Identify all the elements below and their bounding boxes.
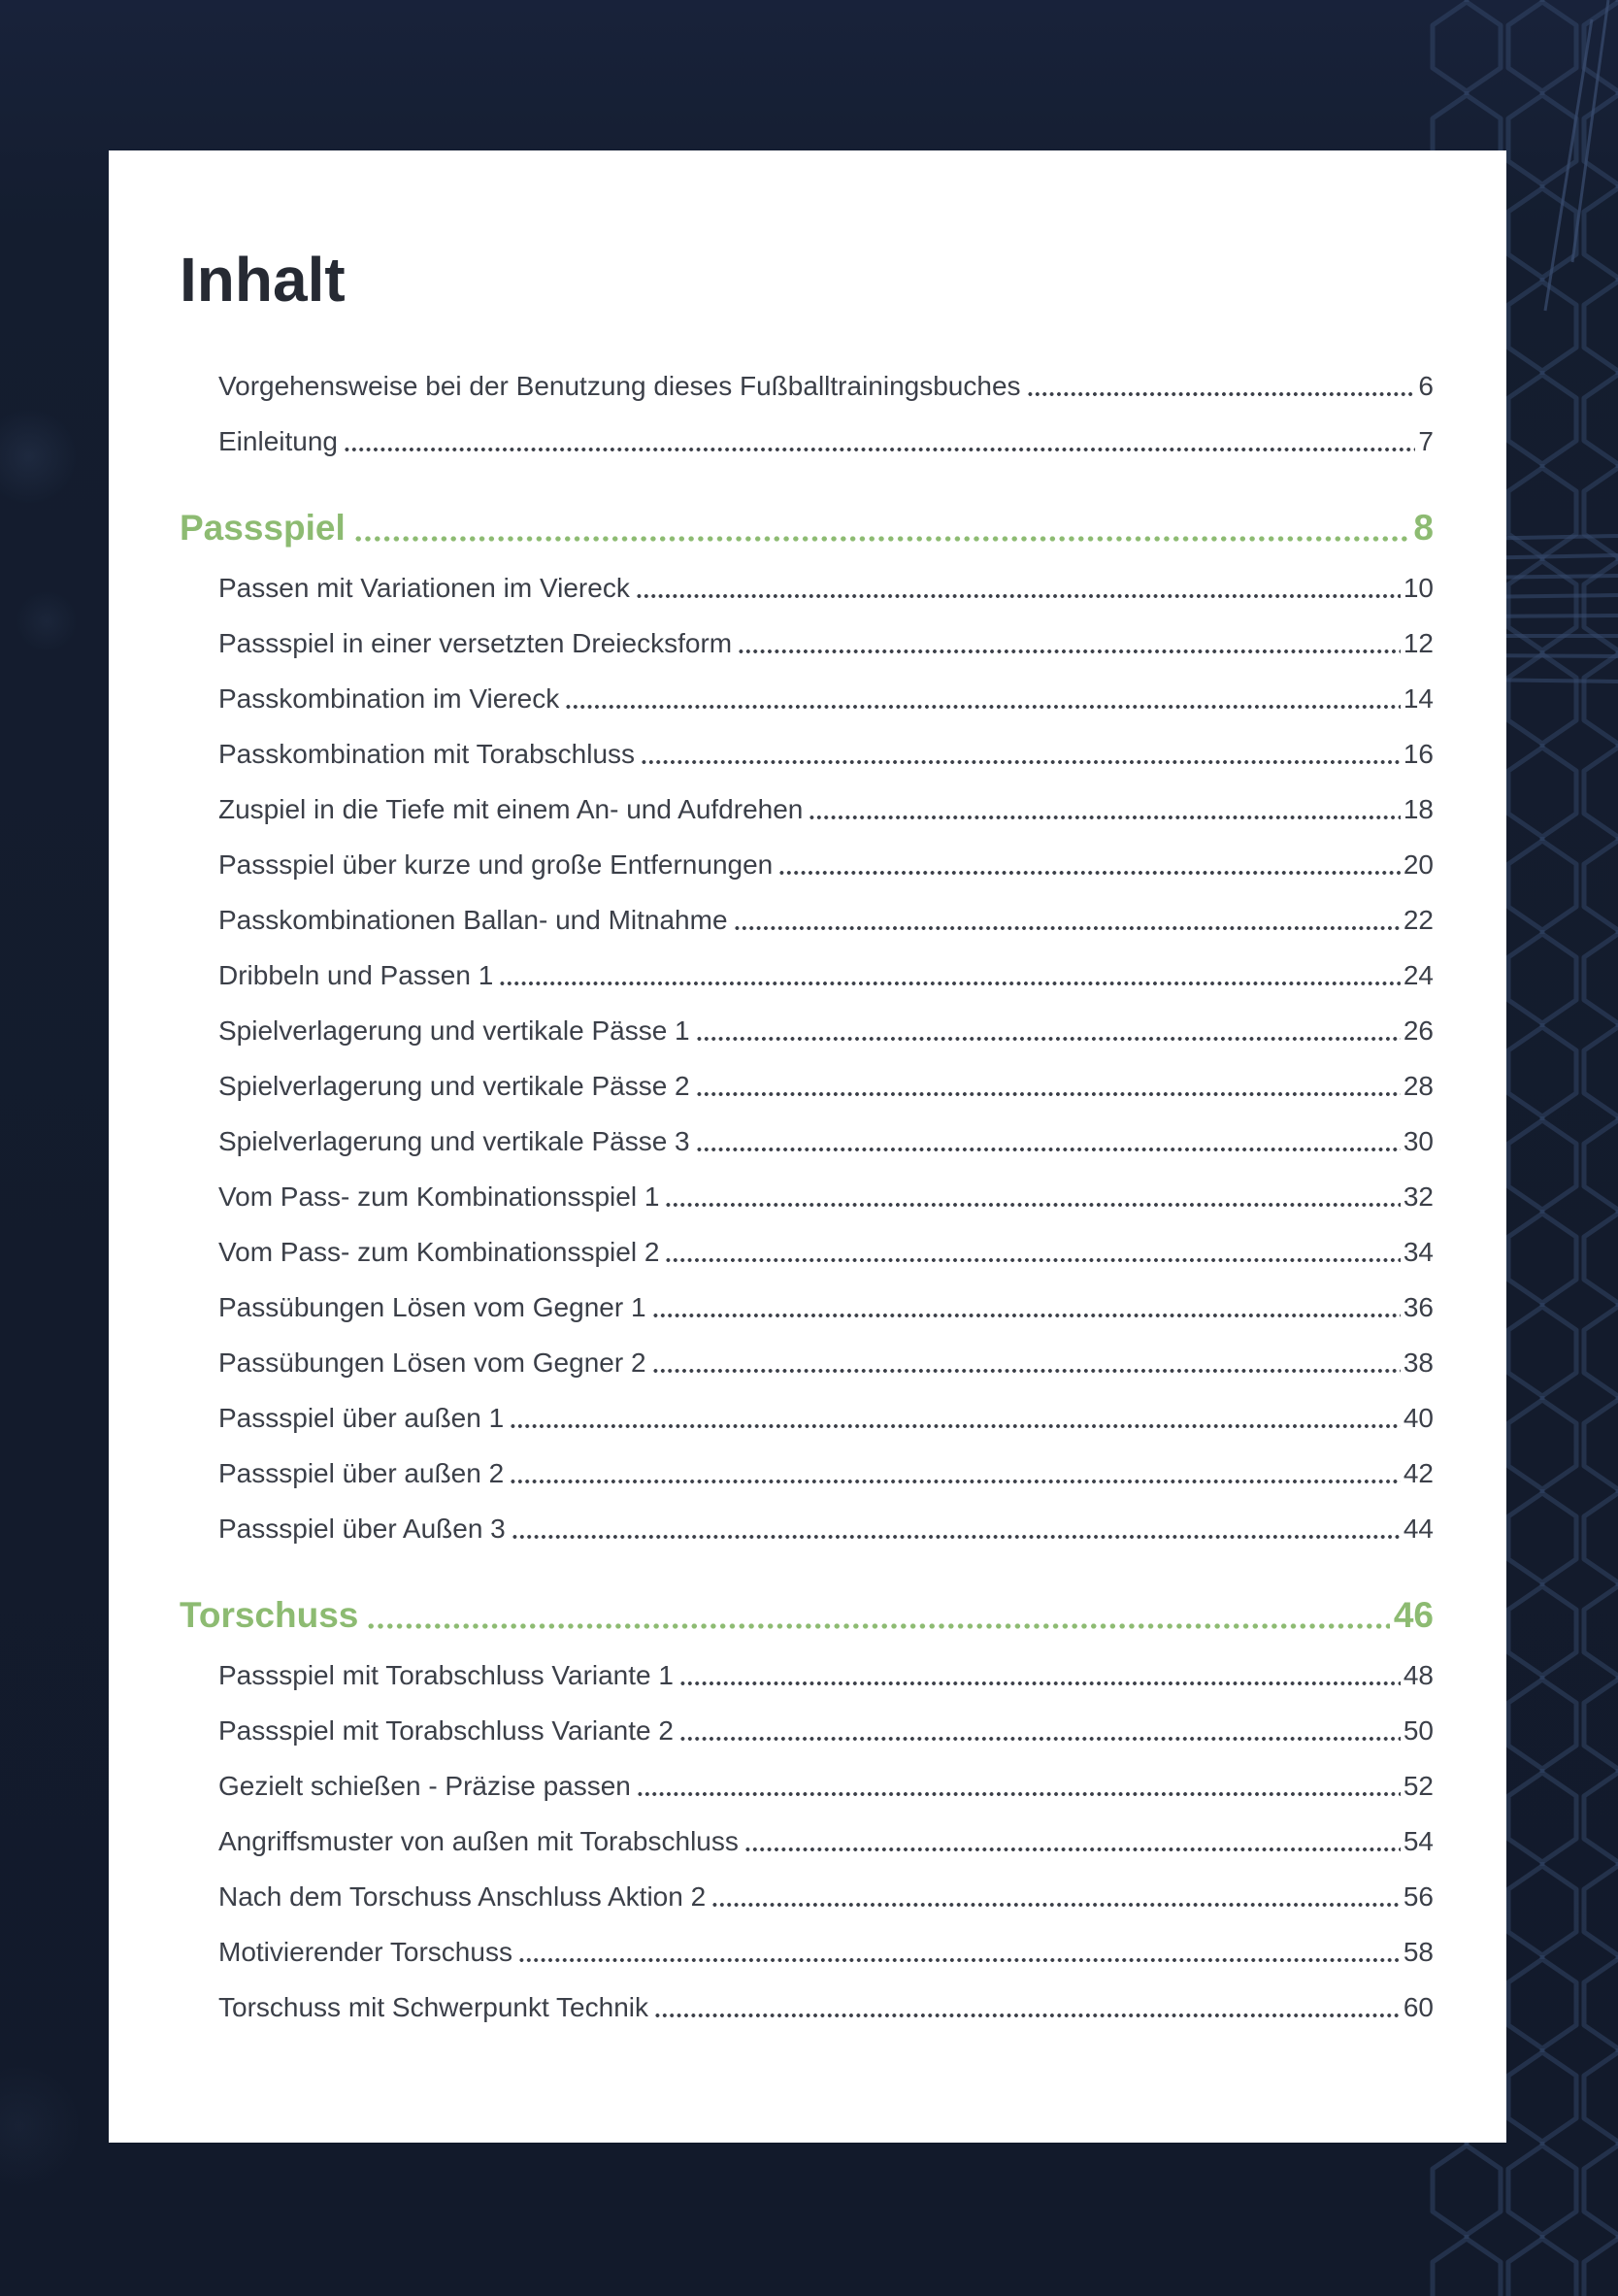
dot-leader xyxy=(368,1622,1389,1630)
dot-leader xyxy=(655,2013,1401,2018)
toc-entry-page-number: 52 xyxy=(1403,1771,1434,1802)
toc-entry-page-number: 24 xyxy=(1403,960,1434,991)
toc-entry xyxy=(180,1222,1434,1278)
toc-list xyxy=(180,356,1434,2033)
toc-entry xyxy=(180,1167,1434,1222)
toc-section-title: Torschuss xyxy=(180,1595,359,1636)
toc-entry xyxy=(180,1756,1434,1812)
toc-entry-page-number: 20 xyxy=(1403,849,1434,881)
toc-entry-page-number: 10 xyxy=(1403,573,1434,604)
toc-entry xyxy=(180,412,1434,467)
toc-entry-page-number: 32 xyxy=(1403,1181,1434,1213)
toc-entry-label: Vom Pass- zum Kombinationsspiel 2 xyxy=(218,1237,660,1268)
toc-entry-page-number: 34 xyxy=(1403,1237,1434,1268)
dot-leader xyxy=(680,1736,1401,1742)
page-title: Inhalt xyxy=(180,245,346,315)
toc-entry-label: Passspiel mit Torabschluss Variante 2 xyxy=(218,1715,674,1747)
toc-entry-label: Dribbeln und Passen 1 xyxy=(218,960,494,991)
dot-leader xyxy=(745,1847,1401,1852)
toc-entry-label: Motivierender Torschuss xyxy=(218,1937,512,1968)
toc-entry xyxy=(180,890,1434,946)
toc-entry-label: Passkombination im Viereck xyxy=(218,683,560,715)
toc-entry-page-number: 58 xyxy=(1403,1937,1434,1968)
toc-entry-label: Vom Pass- zum Kombinationsspiel 1 xyxy=(218,1181,660,1213)
dot-leader xyxy=(809,815,1400,820)
toc-entry xyxy=(180,356,1434,412)
toc-entry-page-number: 22 xyxy=(1403,905,1434,936)
dot-leader xyxy=(697,1036,1401,1042)
toc-entry-page-number: 50 xyxy=(1403,1715,1434,1747)
toc-entry-page-number: 60 xyxy=(1403,1992,1434,2023)
toc-entry-label: Spielverlagerung und vertikale Pässe 3 xyxy=(218,1126,690,1157)
toc-entry-page-number: 14 xyxy=(1403,683,1434,715)
toc-entry xyxy=(180,1701,1434,1756)
toc-entry-page-number: 18 xyxy=(1403,794,1434,825)
toc-entry xyxy=(180,946,1434,1001)
toc-entry xyxy=(180,1278,1434,1333)
toc-entry-label: Passspiel über kurze und große Entfernungen xyxy=(218,849,774,881)
toc-entry-page-number: 40 xyxy=(1403,1403,1434,1434)
dot-leader xyxy=(666,1202,1400,1208)
dot-leader xyxy=(739,649,1401,654)
toc-entry-page-number: 12 xyxy=(1403,628,1434,659)
toc-entry xyxy=(180,835,1434,890)
dot-leader xyxy=(680,1680,1401,1686)
dot-leader xyxy=(653,1368,1401,1374)
toc-entry xyxy=(180,1001,1434,1056)
toc-entry xyxy=(180,1056,1434,1112)
dot-leader xyxy=(511,1479,1401,1484)
dot-leader xyxy=(779,870,1401,876)
toc-entry-page-number: 38 xyxy=(1403,1348,1434,1379)
toc-entry xyxy=(180,1112,1434,1167)
toc-entry-label: Passspiel in einer versetzten Dreiecksform xyxy=(218,628,733,659)
toc-entry xyxy=(180,1978,1434,2033)
toc-entry-label: Zuspiel in die Tiefe mit einem An- und Aufdrehen xyxy=(218,794,804,825)
toc-section-header xyxy=(180,496,1434,558)
toc-entry xyxy=(180,1444,1434,1499)
dot-leader xyxy=(666,1257,1400,1263)
toc-entry-page-number: 42 xyxy=(1403,1458,1434,1489)
dot-leader xyxy=(642,759,1401,765)
toc-entry-page-number: 28 xyxy=(1403,1071,1434,1102)
toc-section-page-number: 8 xyxy=(1413,508,1434,549)
toc-entry-label: Passen mit Variationen im Viereck xyxy=(218,573,630,604)
toc-entry xyxy=(180,558,1434,614)
toc-section-title: Passspiel xyxy=(180,508,346,549)
dot-leader xyxy=(638,1791,1401,1797)
toc-entry xyxy=(180,1812,1434,1867)
dot-leader xyxy=(1028,391,1416,397)
toc-entry-label: Passkombinationen Ballan- und Mitnahme xyxy=(218,905,728,936)
toc-entry-label: Spielverlagerung und vertikale Pässe 2 xyxy=(218,1071,690,1102)
toc-page xyxy=(109,150,1506,2143)
toc-entry-label: Torschuss mit Schwerpunkt Technik xyxy=(218,1992,648,2023)
dot-leader xyxy=(519,1957,1401,1963)
toc-entry xyxy=(180,724,1434,780)
dot-leader xyxy=(345,447,1415,452)
toc-entry-page-number: 6 xyxy=(1418,371,1434,402)
toc-entry-label: Passkombination mit Torabschluss xyxy=(218,739,636,770)
dot-leader xyxy=(500,981,1401,986)
toc-entry-label: Passübungen Lösen vom Gegner 1 xyxy=(218,1292,646,1323)
toc-entry-page-number: 30 xyxy=(1403,1126,1434,1157)
toc-entry-page-number: 48 xyxy=(1403,1660,1434,1691)
dot-leader xyxy=(735,925,1401,931)
dot-leader xyxy=(355,535,1410,543)
toc-entry-label: Passspiel über außen 1 xyxy=(218,1403,505,1434)
toc-entry-page-number: 36 xyxy=(1403,1292,1434,1323)
toc-entry xyxy=(180,1867,1434,1922)
toc-entry-label: Passspiel mit Torabschluss Variante 1 xyxy=(218,1660,674,1691)
dot-leader xyxy=(512,1534,1401,1540)
toc-entry xyxy=(180,1333,1434,1388)
toc-entry-page-number: 26 xyxy=(1403,1015,1434,1047)
toc-entry-page-number: 56 xyxy=(1403,1881,1434,1913)
toc-entry xyxy=(180,1388,1434,1444)
dot-leader xyxy=(566,704,1401,710)
toc-entry-label: Spielverlagerung und vertikale Pässe 1 xyxy=(218,1015,690,1047)
toc-entry-label: Passspiel über Außen 3 xyxy=(218,1514,506,1545)
toc-section-header xyxy=(180,1583,1434,1646)
toc-entry xyxy=(180,669,1434,724)
toc-entry xyxy=(180,1922,1434,1978)
toc-entry-label: Passübungen Lösen vom Gegner 2 xyxy=(218,1348,646,1379)
toc-section-page-number: 46 xyxy=(1393,1595,1434,1636)
toc-entry-label: Nach dem Torschuss Anschluss Aktion 2 xyxy=(218,1881,707,1913)
toc-entry-label: Passspiel über außen 2 xyxy=(218,1458,505,1489)
toc-entry-label: Gezielt schießen - Präzise passen xyxy=(218,1771,631,1802)
dot-leader xyxy=(637,593,1401,599)
toc-entry xyxy=(180,1646,1434,1701)
toc-entry xyxy=(180,780,1434,835)
toc-entry-page-number: 16 xyxy=(1403,739,1434,770)
toc-entry-page-number: 7 xyxy=(1418,426,1434,457)
toc-entry-page-number: 54 xyxy=(1403,1826,1434,1857)
toc-entry-label: Einleitung xyxy=(218,426,338,457)
toc-entry-page-number: 44 xyxy=(1403,1514,1434,1545)
dot-leader xyxy=(697,1091,1401,1097)
toc-entry xyxy=(180,1499,1434,1554)
dot-leader xyxy=(653,1313,1401,1318)
toc-entry-label: Angriffsmuster von außen mit Torabschluss xyxy=(218,1826,739,1857)
dot-leader xyxy=(511,1423,1401,1429)
toc-entry-label: Vorgehensweise bei der Benutzung dieses Fußballtrainingsbuches xyxy=(218,371,1021,402)
toc-entry xyxy=(180,614,1434,669)
dot-leader xyxy=(697,1147,1401,1152)
dot-leader xyxy=(712,1902,1401,1908)
